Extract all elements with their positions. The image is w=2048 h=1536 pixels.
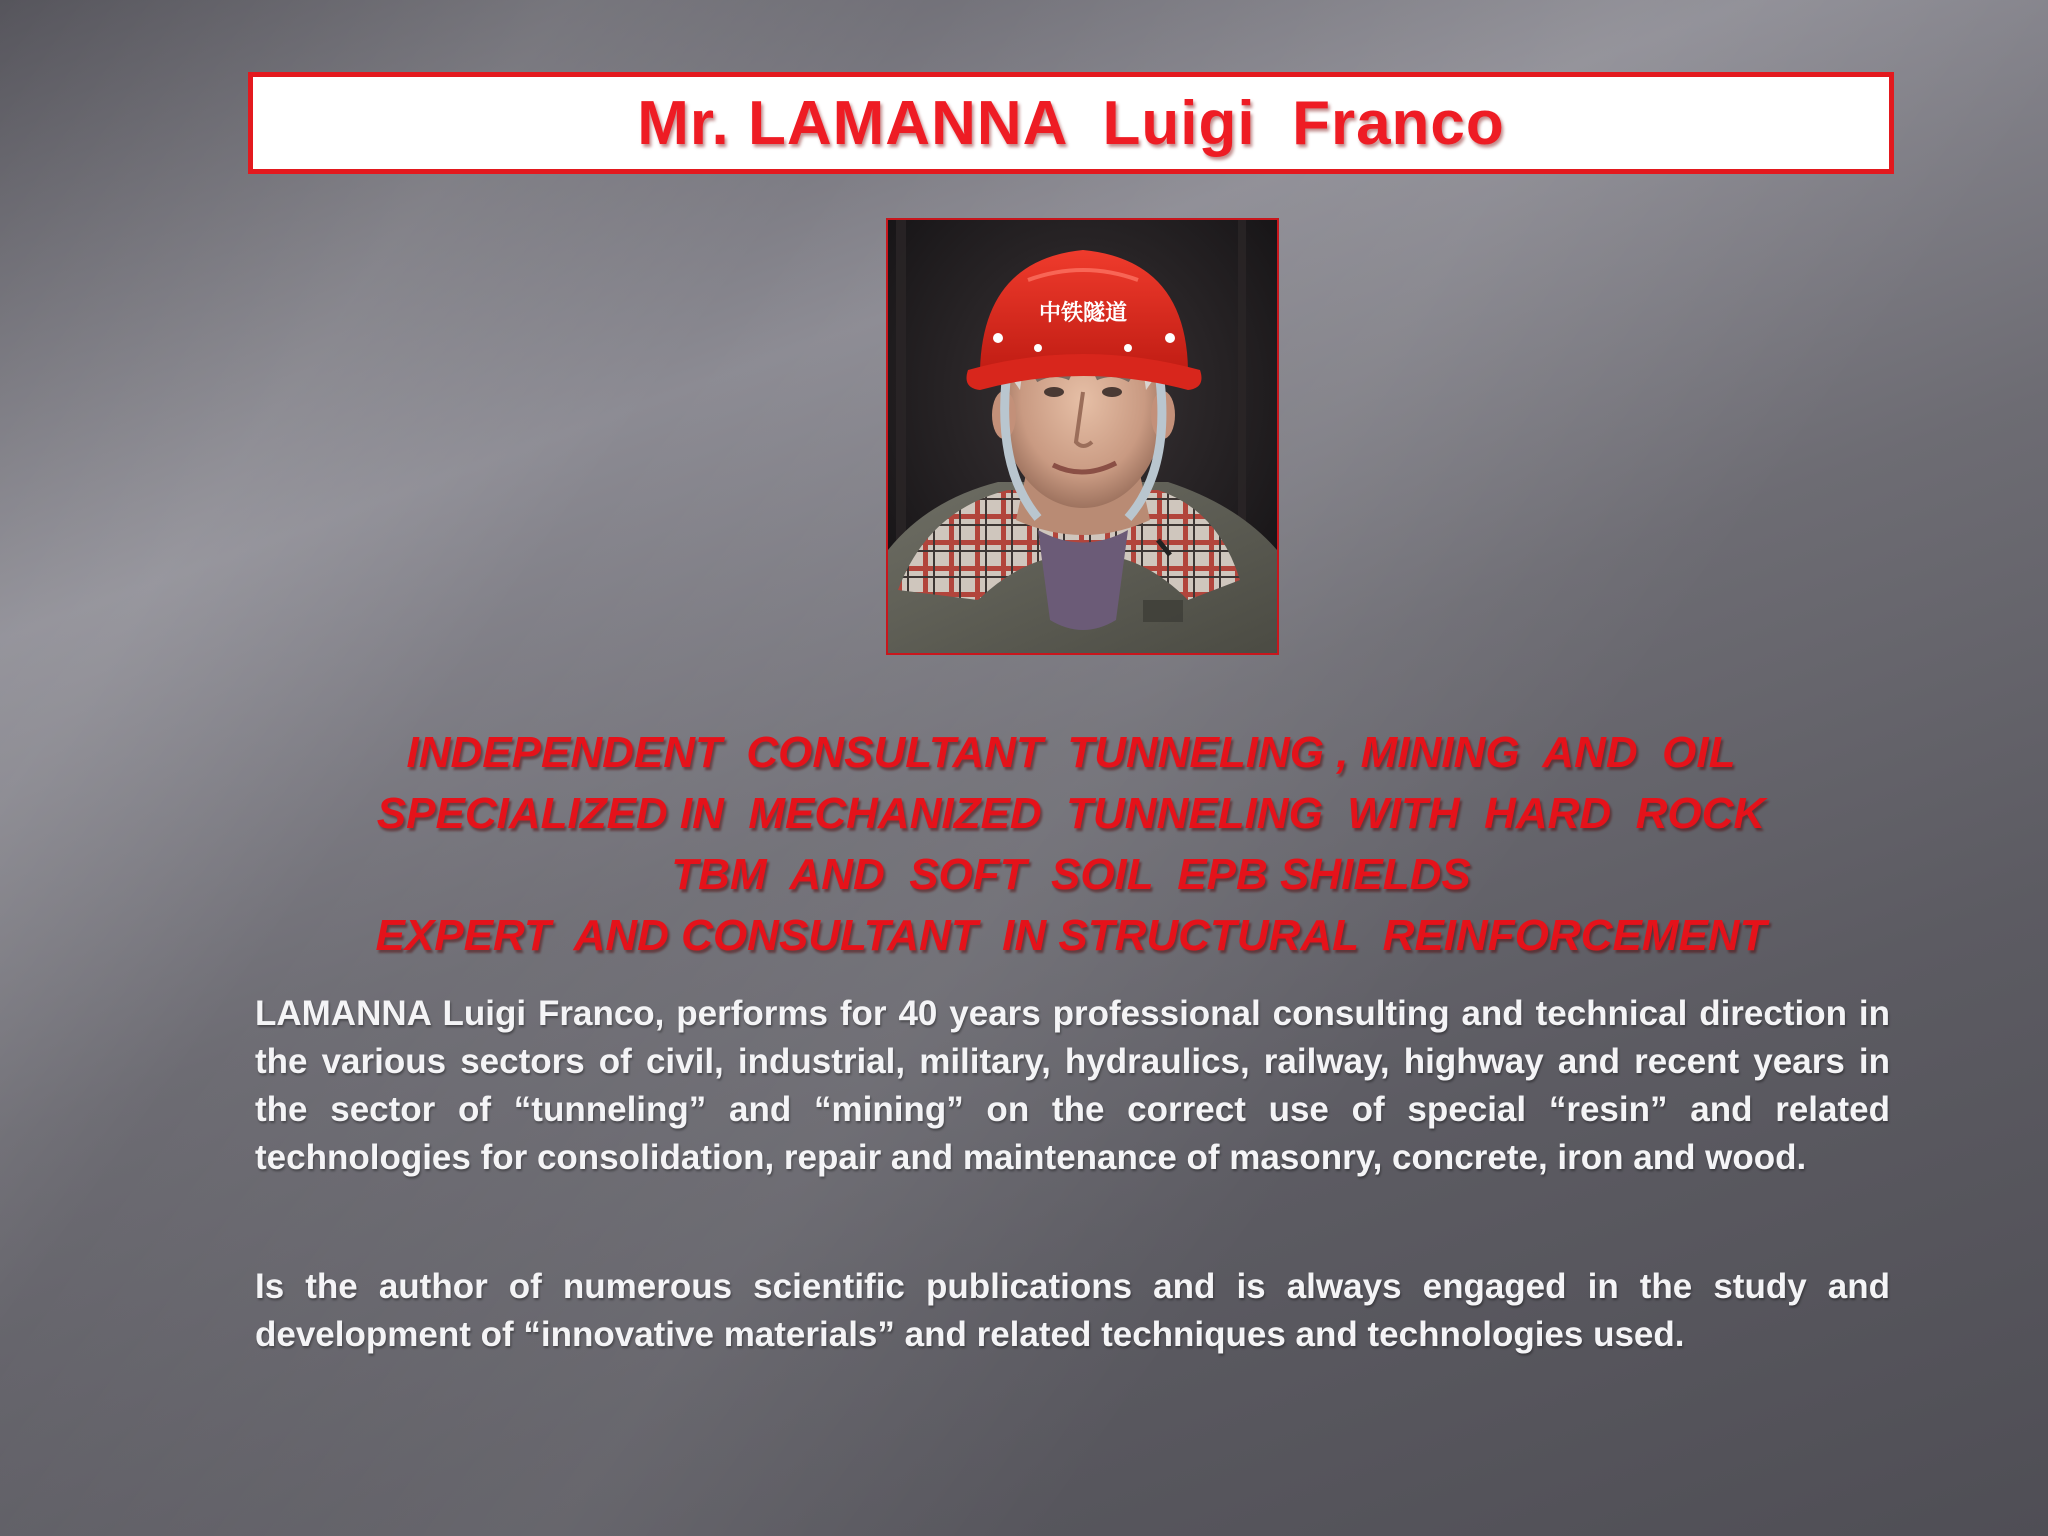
bio-paragraph-2: Is the author of numerous scientific publications and is always engaged in the study and development of “innovative materials” and related techniques and technologies used. bbox=[255, 1267, 1890, 1354]
slide-title: Mr. LAMANNA Luigi Franco bbox=[637, 88, 1505, 158]
headline-line-2: SPECIALIZED IN MECHANIZED TUNNELING WITH HARD ROCK bbox=[376, 789, 1766, 838]
helmet-label: 中铁隧道 bbox=[1038, 301, 1128, 326]
bio-paragraph-1: LAMANNA Luigi Franco, performs for 40 years professional consulting and technical direction in the various sectors of civil, industrial, military, hydraulics, railway, highway and recent years in the sector of “tunneling” and “mining” on the correct use of special “resin” and related technologies for consolidation, repair and maintenance of masonry, concrete, iron and wood. bbox=[255, 994, 1890, 1177]
headline-line-1: INDEPENDENT CONSULTANT TUNNELING , MINING AND OIL bbox=[406, 728, 1736, 777]
portrait-photo bbox=[886, 218, 1279, 655]
portrait-illustration bbox=[888, 220, 1277, 653]
title-box bbox=[248, 72, 1894, 174]
headline-line-3: TBM AND SOFT SOIL EPB SHIELDS bbox=[671, 850, 1471, 899]
headline-block bbox=[248, 722, 1894, 966]
headline-line-4: EXPERT AND CONSULTANT IN STRUCTURAL REINFORCEMENT bbox=[375, 911, 1767, 960]
